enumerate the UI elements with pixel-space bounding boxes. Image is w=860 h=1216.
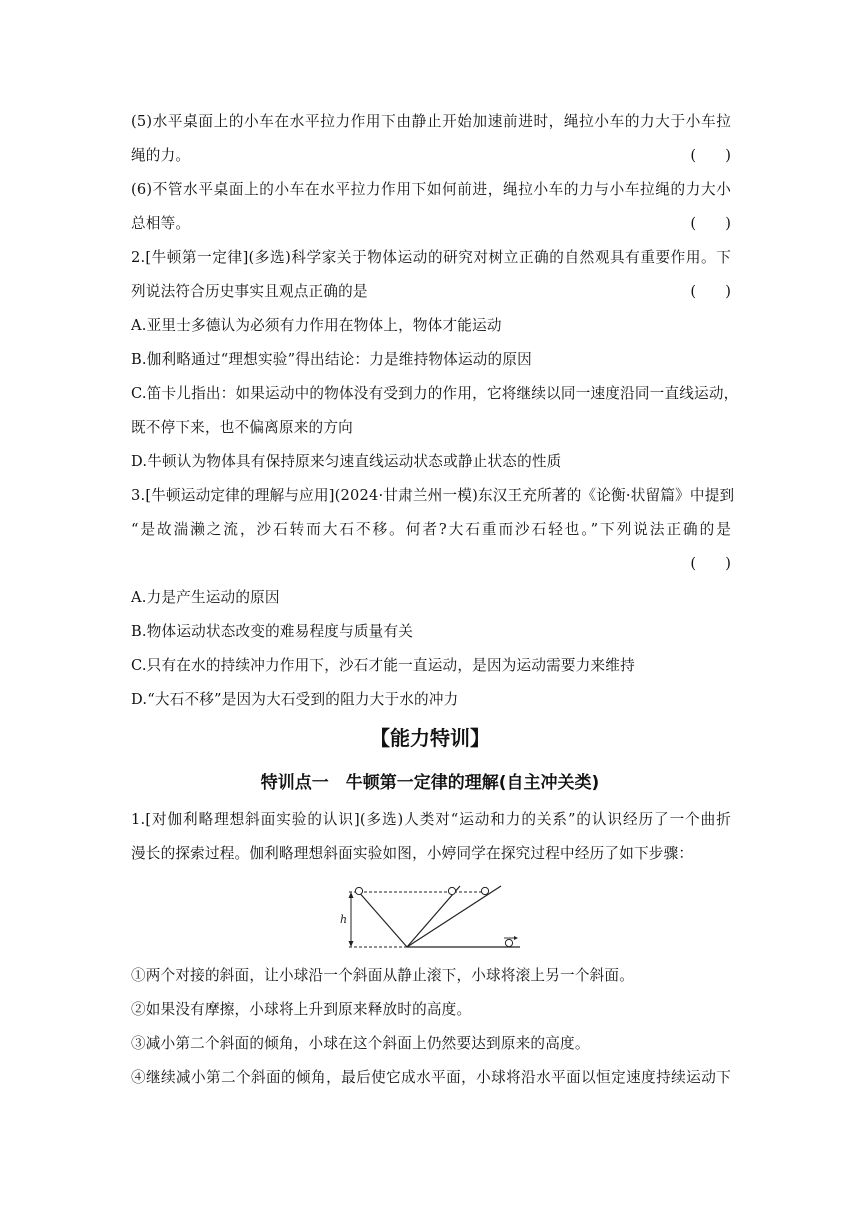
- ball-shallow-incline: [481, 887, 488, 894]
- q3-stem-line2: “是故湍濑之流，沙石转而大石不移。何者?大石重而沙石轻也。”下列说法正确的是: [131, 521, 731, 538]
- ball-start: [355, 887, 362, 894]
- t1-stem-line2: 漫长的探索过程。伽利略理想斜面实验如图，小婷同学在探究过程中经历了如下步骤：: [131, 845, 694, 862]
- right-incline-steep: [407, 886, 460, 947]
- t1-step1: ①两个对接的斜面，让小球沿一个斜面从静止滚下，小球将滚上另一个斜面。: [131, 967, 634, 984]
- q2-option-c-line1: C.笛卡儿指出：如果运动中的物体没有受到力的作用，它将继续以同一速度沿同一直线运动，: [131, 385, 739, 402]
- height-arrow-head-top: [349, 892, 354, 898]
- q3-option-d: D.“大石不移”是因为大石受到的阻力大于水的冲力: [131, 691, 459, 708]
- answer-bracket: ( ): [690, 283, 731, 300]
- right-incline-shallow: [407, 886, 501, 947]
- q2-option-a: A.亚里士多德认为必须有力作用在物体上，物体才能运动: [131, 317, 502, 334]
- motion-arrow-head: [514, 936, 518, 940]
- inclined-plane-figure: [335, 880, 525, 952]
- section-title: 【能力特训】: [370, 726, 490, 750]
- t1-step2: ②如果没有摩擦，小球将上升到原来释放时的高度。: [131, 1001, 472, 1018]
- q2-option-b: B.伽利略通过“理想实验”得出结论：力是维持物体运动的原因: [131, 351, 532, 368]
- label-h: h: [340, 913, 348, 926]
- q2-stem-line2: 列说法符合历史事实且观点正确的是: [131, 283, 368, 300]
- answer-bracket: ( ): [690, 555, 731, 572]
- q3-option-b: B.物体运动状态改变的难易程度与质量有关: [131, 623, 414, 640]
- answer-bracket: ( ): [690, 147, 731, 164]
- q3-option-a: A.力是产生运动的原因: [131, 589, 280, 606]
- height-arrow-head-bottom: [349, 941, 354, 947]
- q2-stem-line1: 2.[牛顿第一定律](多选)科学家关于物体运动的研究对树立正确的自然观具有重要作用。下: [131, 249, 731, 266]
- q1-item5-line1: (5)水平桌面上的小车在水平拉力作用下由静止开始加速前进时，绳拉小车的力大于小车拉: [131, 113, 731, 130]
- answer-bracket: ( ): [690, 215, 731, 232]
- t1-stem-line1: 1.[对伽利略理想斜面实验的认识](多选)人类对“运动和力的关系”的认识经历了一个曲折: [131, 811, 731, 828]
- q2-option-c-line2: 既不停下来，也不偏离原来的方向: [131, 419, 353, 436]
- q1-item6-line1: (6)不管水平桌面上的小车在水平拉力作用下如何前进，绳拉小车的力与小车拉绳的力大小: [131, 181, 731, 198]
- q2-option-d: D.牛顿认为物体具有保持原来匀速直线运动状态或静止状态的性质: [131, 453, 562, 470]
- ball-horizontal: [505, 939, 512, 946]
- t1-step3: ③减小第二个斜面的倾角，小球在这个斜面上仍然要达到原来的高度。: [131, 1035, 590, 1052]
- q3-stem-line1: 3.[牛顿运动定律的理解与应用](2024·甘肃兰州一模)东汉王充所著的《论衡·状留篇》中提到: [131, 487, 735, 504]
- q3-option-c: C.只有在水的持续冲力作用下，沙石才能一直运动，是因为运动需要力来维持: [131, 657, 635, 674]
- q1-item5-line2: 绳的力。: [131, 147, 191, 164]
- ball-steep-incline: [448, 887, 455, 894]
- q1-item6-line2: 总相等。: [131, 215, 191, 232]
- left-incline: [357, 890, 407, 947]
- t1-step4: ④继续减小第二个斜面的倾角，最后使它成水平面，小球将沿水平面以恒定速度持续运动下: [131, 1069, 731, 1086]
- training-point-title: 特训点一 牛顿第一定律的理解(自主冲关类): [260, 773, 600, 793]
